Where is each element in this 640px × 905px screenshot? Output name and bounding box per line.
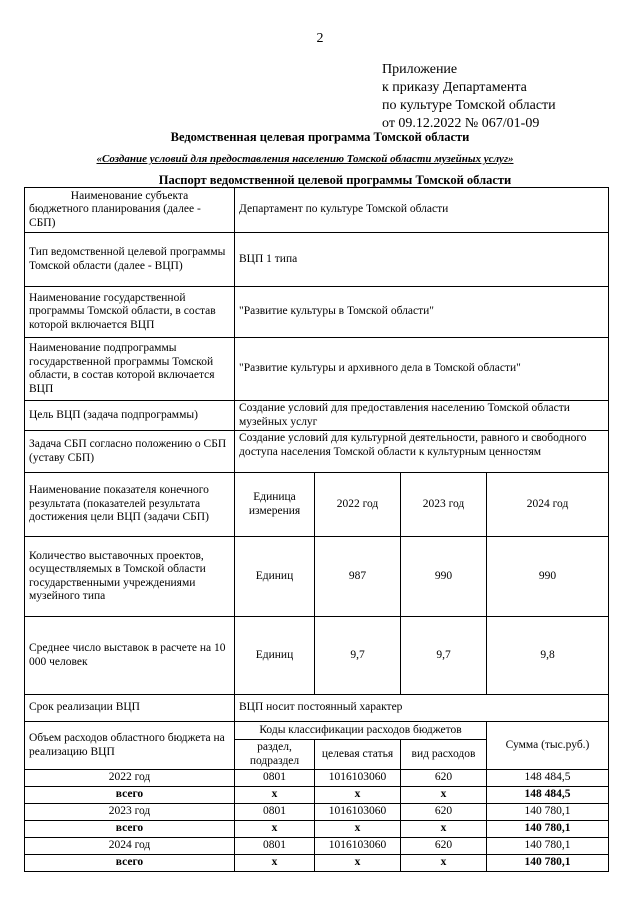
- budget-total-row: [25, 821, 609, 838]
- unit-header: Единица измерения: [235, 473, 315, 537]
- row-value: "Развитие культуры в Томской области": [235, 287, 609, 338]
- budget-sum: 140 780,1: [487, 855, 609, 872]
- budget-section: х: [235, 855, 315, 872]
- budget-total-row: [25, 855, 609, 872]
- budget-article: х: [315, 855, 401, 872]
- budget-codes-header: Коды классификации расходов бюджетов: [235, 722, 487, 740]
- budget-row-label: 2022 год: [25, 770, 235, 787]
- passport-row-task: [25, 431, 609, 473]
- budget-article: 1016103060: [315, 838, 401, 855]
- document-title: Ведомственная целевая программа Томской области: [170, 130, 470, 144]
- budget-expense: х: [401, 855, 487, 872]
- budget-row: [25, 770, 609, 787]
- year-header: 2022 год: [315, 473, 401, 537]
- approval-block: [382, 61, 556, 133]
- passport-row-state-program: [25, 287, 609, 338]
- budget-label: Объем расходов областного бюджета на реализацию ВЦП: [25, 722, 235, 770]
- budget-row-label: 2024 год: [25, 838, 235, 855]
- row-label: Наименование подпрограммы государственной программы Томской области, в состав которой включается ВЦП: [25, 338, 235, 401]
- indicators-header-label: Наименование показателя конечного результата (показателей результата достижения цели ВЦП (задачи СБП): [25, 473, 235, 537]
- budget-section: 0801: [235, 770, 315, 787]
- indicator-value: 990: [487, 537, 609, 617]
- budget-article: х: [315, 821, 401, 838]
- budget-row-label: всего: [25, 821, 235, 838]
- budget-row-label: всего: [25, 787, 235, 804]
- budget-row: [25, 838, 609, 855]
- row-label: [25, 188, 235, 233]
- budget-article: 1016103060: [315, 770, 401, 787]
- budget-article: 1016103060: [315, 804, 401, 821]
- row-label: Наименование государственной программы Томской области, в состав которой включается ВЦП: [25, 287, 235, 338]
- budget-expense-header: вид расходов: [401, 740, 487, 770]
- passport-row-term: [25, 695, 609, 722]
- row-label: Цель ВЦП (задача подпрограммы): [25, 401, 235, 431]
- document-subtitle: «Создание условий для предоставления населению Томской области музейных услуг»: [96, 153, 514, 165]
- budget-sum: 140 780,1: [487, 821, 609, 838]
- indicator-value: 9,7: [315, 617, 401, 695]
- budget-total-row: [25, 787, 609, 804]
- budget-section-header: раздел, подраздел: [235, 740, 315, 770]
- budget-sum: 148 484,5: [487, 787, 609, 804]
- row-label: Тип ведомственной целевой программы Томской области (далее - ВЦП): [25, 233, 235, 287]
- indicator-value: 990: [401, 537, 487, 617]
- page-number: 2: [316, 31, 324, 46]
- approval-line: Приложение: [382, 62, 458, 77]
- budget-sum-header: Сумма (тыс.руб.): [487, 722, 609, 770]
- year-header: 2023 год: [401, 473, 487, 537]
- budget-article-header: целевая статья: [315, 740, 401, 770]
- row-label: Срок реализации ВЦП: [25, 695, 235, 722]
- passport-row-subprogram: [25, 338, 609, 401]
- indicator-unit: Единиц: [235, 617, 315, 695]
- row-value: Департамент по культуре Томской области: [235, 188, 609, 233]
- budget-sum: 140 780,1: [487, 838, 609, 855]
- row-value: Создание условий для предоставления населению Томской области музейных услуг: [235, 401, 609, 431]
- budget-expense: 620: [401, 838, 487, 855]
- budget-row-label: 2023 год: [25, 804, 235, 821]
- approval-line: к приказу Департамента: [382, 80, 527, 95]
- year-header: 2024 год: [487, 473, 609, 537]
- indicator-row: [25, 537, 609, 617]
- passport-row-sbp: [25, 188, 609, 233]
- row-label-first-line: Наименование субъекта: [70, 189, 189, 202]
- budget-expense: х: [401, 787, 487, 804]
- passport-row-vcp-type: [25, 233, 609, 287]
- row-value: "Развитие культуры и архивного дела в Томской области": [235, 338, 609, 401]
- budget-row-label: всего: [25, 855, 235, 872]
- indicator-value: 9,8: [487, 617, 609, 695]
- approval-line: по культуре Томской области: [382, 98, 556, 113]
- indicator-row: [25, 617, 609, 695]
- indicator-unit: Единиц: [235, 537, 315, 617]
- passport-row-goal: [25, 401, 609, 431]
- indicator-value: 9,7: [401, 617, 487, 695]
- approval-line: от 09.12.2022 № 067/01-09: [382, 116, 540, 131]
- budget-sum: 140 780,1: [487, 804, 609, 821]
- budget-section: 0801: [235, 804, 315, 821]
- budget-expense: х: [401, 821, 487, 838]
- row-value: Создание условий для культурной деятельности, равного и свободного доступа населения Томской области к культурным ценностям: [235, 431, 609, 473]
- budget-header-row: [25, 722, 609, 740]
- passport-title: Паспорт ведомственной целевой программы Томской области: [158, 173, 512, 187]
- budget-section: х: [235, 821, 315, 838]
- row-value: ВЦП носит постоянный характер: [235, 695, 609, 722]
- budget-section: х: [235, 787, 315, 804]
- row-label: Задача СБП согласно положению о СБП (уставу СБП): [25, 431, 235, 473]
- budget-expense: 620: [401, 804, 487, 821]
- budget-expense: 620: [401, 770, 487, 787]
- budget-sum: 148 484,5: [487, 770, 609, 787]
- budget-section: 0801: [235, 838, 315, 855]
- indicator-value: 987: [315, 537, 401, 617]
- row-value: ВЦП 1 типа: [235, 233, 609, 287]
- row-label-rest: бюджетного планирования (далее - СБП): [29, 203, 201, 229]
- budget-row: [25, 804, 609, 821]
- indicator-name: Количество выставочных проектов, осуществляемых в Томской области государственными учреждениями музейного типа: [25, 537, 235, 617]
- passport-table: [24, 187, 609, 872]
- budget-article: х: [315, 787, 401, 804]
- indicator-name: Среднее число выставок в расчете на 10 000 человек: [25, 617, 235, 695]
- indicators-header-row: [25, 473, 609, 537]
